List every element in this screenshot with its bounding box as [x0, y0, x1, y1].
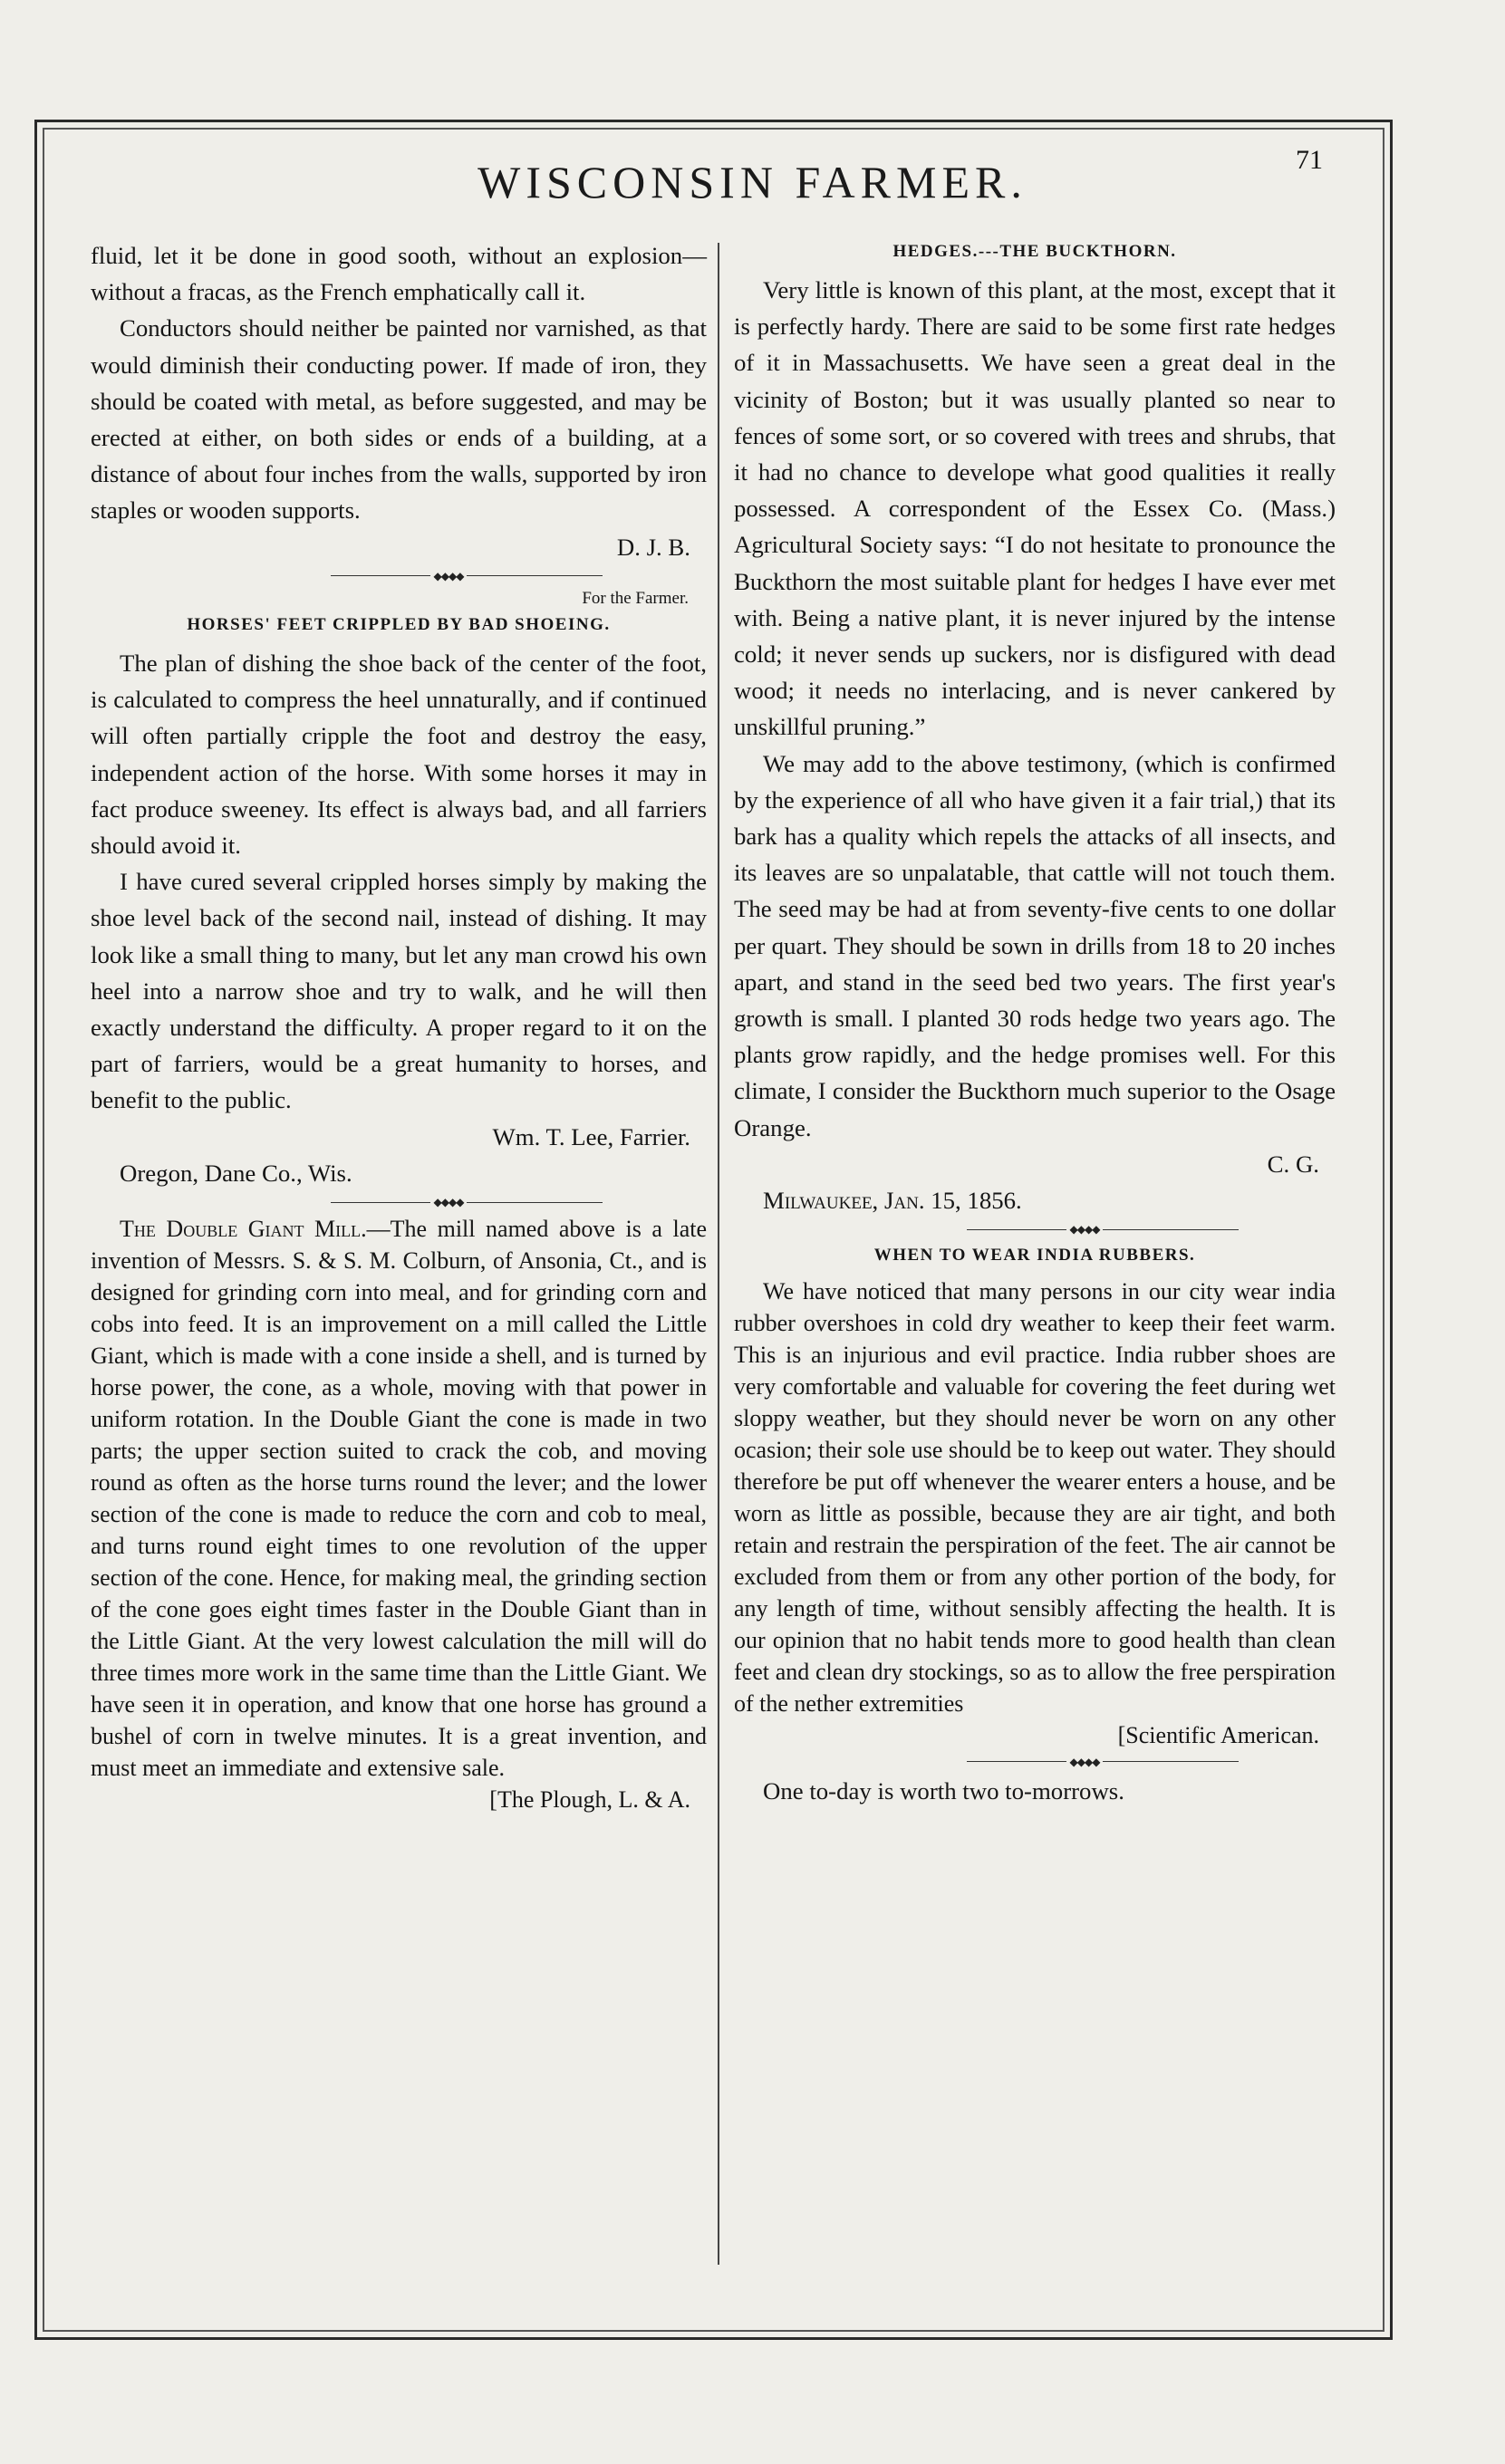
article-place-date: Milwaukee, Jan. 15, 1856.: [763, 1187, 1022, 1215]
article-signature: Wm. T. Lee, Farrier.: [492, 1122, 690, 1150]
section-divider: [734, 1218, 1336, 1240]
divider-ornament: ◆◆◆◆: [430, 1191, 468, 1213]
article-paragraph: Very little is known of this plant, at the most, except that it is perfectly hardy. There are said to be some first rate hedges of it in Massachusetts. We have seen a great deal in the vicinity of Boston; but it was usually planted so near to fences of some sort, or so covered with trees and shrubs, that it had no chance to develope what good qualities it really possessed. A correspondent of the Essex Co. (Mass.) Agricultural Society says: “I do not hesitate to pronounce the Buckthorn the most suitable plant for hedges I have ever met with. Being a native plant, it is never injured by the intense cold; it never sends up suckers, nor is disfigured with dead wood; it needs no interlacing, and is never cankered by unskillful pruning.”: [734, 276, 1336, 741]
article-headline: HORSES' FEET CRIPPLED BY BAD SHOEING.: [187, 615, 611, 635]
article-paragraph: The plan of dishing the shoe back of the center of the foot, is calculated to compress the heel unnaturally, and if continued will often partially cripple the foot and destroy the easy, independent action of the horse. With some horses it may in fact produce sweeney. Its effect is always bad, and all farriers should avoid it.: [91, 650, 707, 860]
mill-article-source: [The Plough, L. & A.: [489, 1786, 690, 1814]
continued-paragraph: Conductors should neither be painted nor varnished, as that would diminish their conducting power. If made of iron, they should be coated with metal, as before suggested, and may be erected at either, on both sides or ends of a building, at a distance of about four inches from the walls, supported by iron staples or wooden supports.: [91, 314, 707, 525]
column-divider-rule: [718, 243, 719, 2265]
divider-ornament: ◆◆◆◆: [1066, 1751, 1104, 1773]
article-place: Oregon, Dane Co., Wis.: [120, 1159, 352, 1187]
article-attribution: For the Farmer.: [582, 589, 689, 609]
article-paragraph: We have noticed that many persons in our city wear india rubber overshoes in cold dry weather to keep their feet warm. This is an injurious and evil practice. India rubber shoes are very comfortable and valuable for covering the feet during wet sloppy weather, but they should never be worn on any other ocasion; their sole use should be to keep out water. They should therefore be put off whenever the wearer enters a house, and be worn as little as possible, because they are air tight, and both retain and restrain the perspiration of the feet. The air cannot be excluded from them or from any other portion of the body, for any length of time, without sensibly affecting the health. It is our opinion that no habit tends more to good health than clean feet and clean dry stockings, so as to allow the free perspiration of the nether extremities: [734, 1277, 1336, 1717]
section-divider: [91, 565, 707, 587]
article-signature: C. G.: [1267, 1150, 1319, 1178]
continued-paragraph: fluid, let it be done in good sooth, without an explosion—without a fracas, as the French emphatically call it.: [91, 242, 707, 306]
divider-ornament: ◆◆◆◆: [1066, 1218, 1104, 1240]
mill-article-body: —The mill named above is a late invention of Messrs. S. & S. M. Colburn, of Ansonia, Ct., and is designed for grinding corn into meal, and for grinding corn and cobs into feed. It is an improvement on a mill called the Little Giant, which is made with a cone inside a shell, and is turned by horse power, the cone, as a whole, moving with that power in uniform rotation. In the Double Giant the cone is made in two parts; the upper section suited to crack the cob, and moving round as often as the horse turns round the lever; and the lower section of the cone is made to reduce the corn and cob to meal, and turns round eight times to one revolution of the upper section of the cone. Hence, for making meal, the grinding section of the cone goes eight times faster in the Double Giant than in the Little Giant. At the very lowest calculation the mill will do three times more work in the same time than the Little Giant. We have seen it in operation, and know that one horse has ground a bushel of corn in twelve minutes. It is a great invention, and must meet an immediate and extensive sale.: [91, 1216, 708, 1782]
section-divider: [91, 1191, 707, 1213]
right-column: [734, 237, 1336, 1809]
page-number: 71: [1296, 145, 1323, 175]
masthead-title: WISCONSIN FARMER.: [478, 157, 1027, 207]
article-headline: WHEN TO WEAR INDIA RUBBERS.: [873, 1245, 1196, 1265]
article-headline: HEDGES.---THE BUCKTHORN.: [892, 242, 1177, 261]
mill-article: [91, 1213, 707, 1784]
divider-ornament: ◆◆◆◆: [430, 565, 468, 587]
section-divider: [734, 1751, 1336, 1773]
left-column: [91, 237, 707, 1815]
mill-article-lead: The Double Giant Mill.: [120, 1216, 367, 1243]
article-source: [Scientific American.: [1117, 1721, 1319, 1748]
article-paragraph: I have cured several crippled horses simply by making the shoe level back of the second nail, instead of dishing. It may look like a small thing to many, but let any man crowd his own heel into a narrow shoe and try to walk, and he will then exactly understand the difficulty. A proper regard to it on the part of farriers, would be a great humanity to horses, and benefit to the public.: [91, 868, 707, 1114]
closing-line: One to-day is worth two to-morrows.: [763, 1776, 1124, 1805]
article-paragraph: We may add to the above testimony, (which is confirmed by the experience of all who have given it a fair trial,) that its bark has a quality which repels the attacks of all insects, and its leaves are so unpalatable, that cattle will not touch them. The seed may be had at from seventy-five cents to one dollar per quart. They should be sown in drills from 18 to 20 inches apart, and stand in the seed bed two years. The first year's growth is small. I planted 30 rods hedge two years ago. The plants grow rapidly, and the hedge promises well. For this climate, I consider the Buckthorn much superior to the Osage Orange.: [734, 749, 1336, 1141]
continued-signature: D. J. B.: [616, 533, 690, 561]
